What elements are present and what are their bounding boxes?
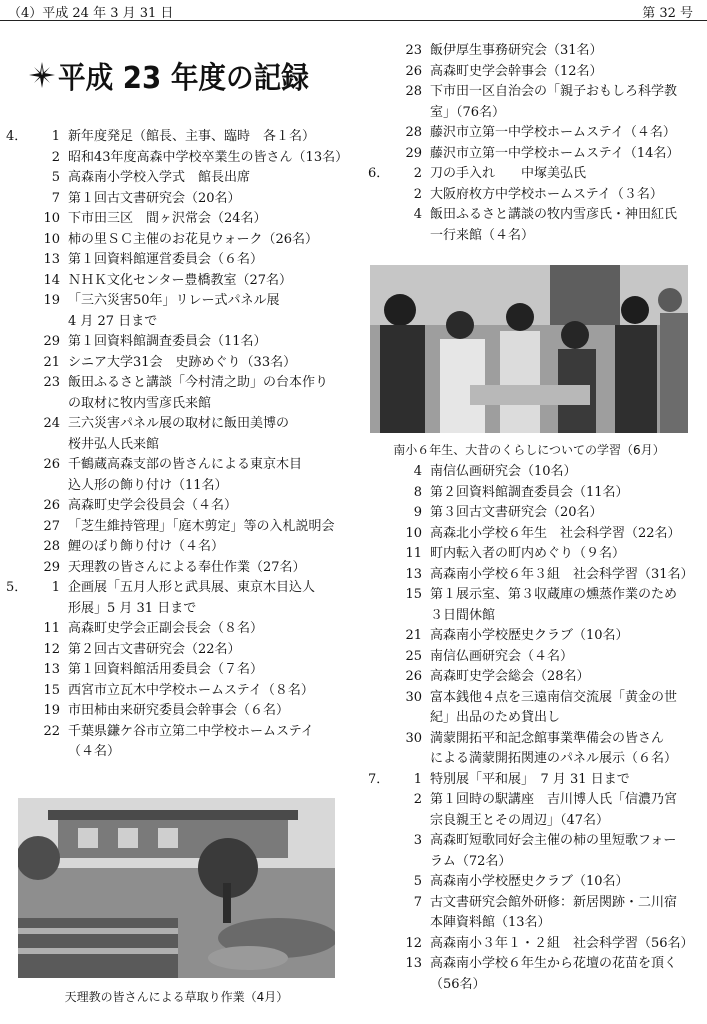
record-text-line: 4 月 27 日まで <box>68 313 158 329</box>
record-month <box>6 640 32 661</box>
record-text-line: 本陣資料館（13名） <box>430 915 551 930</box>
record-month <box>6 558 32 579</box>
record-text-line: 第１回資料館運営委員会（６名） <box>68 252 264 267</box>
record-text-line: 藤沢市立第一中学校ホームステイ（４名） <box>430 125 676 140</box>
record-month <box>368 647 394 668</box>
record-entry <box>368 144 704 165</box>
record-month <box>6 291 32 332</box>
record-text <box>430 205 704 246</box>
record-text-line: の取材に牧内雪彦氏来館 <box>68 395 212 411</box>
record-day: 13 <box>43 662 60 677</box>
record-entry <box>6 291 354 332</box>
record-text-line: による満蒙開拓関連のパネル展示（６名） <box>430 751 678 766</box>
record-text-line: 藤沢市立第一中学校ホームステイ（14名） <box>430 145 680 161</box>
record-text-line: 下市田一区自治会の「親子おもしろ科学教 <box>430 84 678 99</box>
record-text-line: 飯田ふるさと講談「今村清之助」の台本作り <box>68 375 329 390</box>
record-text-line: 市田柿由来研究委員会幹事会（６名） <box>68 703 290 718</box>
record-month <box>368 667 394 688</box>
record-text-line: 特別展「平和展」 7 月 31 日まで <box>430 771 630 787</box>
record-text-line: 第３回古文書研究会（20名） <box>430 505 603 520</box>
record-entry <box>368 893 704 934</box>
record-day: 25 <box>405 648 422 664</box>
record-text-line: 飯伊厚生事務研究会（31名） <box>430 43 603 58</box>
record-entry <box>6 414 354 455</box>
record-month <box>6 455 32 496</box>
record-day: 29 <box>43 559 60 575</box>
record-entry <box>368 185 704 206</box>
record-day: 2 <box>413 166 422 181</box>
record-text <box>430 503 704 524</box>
record-entry <box>368 790 704 831</box>
record-day: 9 <box>413 505 422 520</box>
record-text <box>430 770 704 791</box>
record-entry <box>368 667 704 688</box>
record-month <box>368 893 394 934</box>
record-text-line: 「三六災害50年」リレー式パネル展 <box>68 293 280 308</box>
record-day: 8 <box>413 484 422 500</box>
photo-classroom-caption: 南小６年生、大昔のくらしについての学習（6月） <box>393 443 665 457</box>
record-month <box>368 565 394 586</box>
record-text <box>68 619 354 640</box>
record-text-line: 込人形の飾り付け（11名） <box>68 477 228 493</box>
record-text-line: ラム（72名） <box>430 853 512 869</box>
record-month <box>368 626 394 647</box>
record-month <box>368 790 394 831</box>
record-day: 28 <box>405 125 422 140</box>
record-month <box>368 934 394 955</box>
record-entry <box>6 681 354 702</box>
record-month <box>368 41 394 62</box>
record-text <box>430 462 704 483</box>
record-text-line: 高森町史学会役員会（４名） <box>68 498 238 513</box>
record-entry <box>6 558 354 579</box>
record-text <box>68 250 354 271</box>
record-month <box>6 353 32 374</box>
record-day: 21 <box>405 628 422 643</box>
record-text-line: 天理教の皆さんによる奉仕作業（27名） <box>68 559 306 575</box>
record-text-line: 桜井弘人氏来館 <box>68 436 160 452</box>
record-day: 12 <box>405 935 422 951</box>
record-text-line: 高森南小学校６年生から花壇の花苗を頂く <box>430 956 678 971</box>
record-text-line: 大阪府枚方中学校ホームステイ（３名） <box>430 186 663 202</box>
record-day: 11 <box>405 546 422 561</box>
record-day: 2 <box>413 792 422 807</box>
record-text <box>68 558 354 579</box>
record-month <box>368 544 394 565</box>
photo-weeding-caption: 天理教の皆さんによる草取り作業（4月） <box>64 990 289 1004</box>
record-month <box>368 524 394 545</box>
record-text <box>68 127 354 148</box>
record-day: 2 <box>413 186 422 202</box>
record-text-line: ３日間休館 <box>430 607 496 623</box>
record-entry <box>368 729 704 770</box>
record-month: 7． <box>368 771 390 787</box>
record-entry <box>368 954 704 995</box>
record-entry <box>6 189 354 210</box>
record-entry <box>368 688 704 729</box>
record-entry <box>368 62 704 83</box>
record-entry <box>6 250 354 271</box>
record-month <box>368 144 394 165</box>
record-entry <box>368 934 704 955</box>
record-month <box>368 585 394 626</box>
record-text <box>68 722 354 763</box>
record-text <box>430 185 704 206</box>
record-entry <box>6 619 354 640</box>
record-text <box>430 585 704 626</box>
record-entry <box>368 585 704 626</box>
record-text <box>430 831 704 872</box>
record-entry <box>6 496 354 517</box>
record-entry <box>6 353 354 374</box>
record-day: 11 <box>43 621 60 636</box>
record-text-line: 高森南小３年１・２組 社会科学習（56名） <box>430 935 694 951</box>
left-column <box>6 127 354 763</box>
compass-star-icon <box>28 61 56 89</box>
record-text <box>430 688 704 729</box>
record-text <box>430 82 704 123</box>
record-text <box>68 640 354 661</box>
record-day: 29 <box>43 334 60 349</box>
record-day: 4 <box>413 464 422 479</box>
record-entry <box>368 770 704 791</box>
record-text-line: 高森南小学校入学式 館長出席 <box>68 170 251 185</box>
record-text <box>68 496 354 517</box>
record-text-line: 第１回時の駅講座 吉川博人氏「信濃乃宮 <box>430 792 678 807</box>
record-month: 4． <box>6 129 28 144</box>
record-day: 7 <box>413 894 422 910</box>
record-text <box>430 790 704 831</box>
record-text-line: 古文書研究会館外研修：新居関跡・二川宿 <box>430 894 678 910</box>
record-text <box>430 62 704 83</box>
record-day: 10 <box>405 525 422 541</box>
record-text-line: 高森南小学校６年３組 社会科学習（31名） <box>430 566 694 582</box>
record-text-line: （４名） <box>68 744 121 759</box>
record-text-line: 高森町史学会正副会長会（８名） <box>68 621 264 636</box>
record-month <box>368 872 394 893</box>
record-text <box>430 934 704 955</box>
record-text <box>68 701 354 722</box>
record-text <box>430 144 704 165</box>
record-month <box>368 62 394 83</box>
record-entry <box>6 148 354 169</box>
record-entry <box>6 660 354 681</box>
record-text-line: 飯田ふるさと講談の牧内雪彦氏・神田紅氏 <box>430 207 678 222</box>
photo-classroom <box>370 265 688 433</box>
record-entry <box>6 640 354 661</box>
record-day: 12 <box>43 641 60 657</box>
record-text <box>68 660 354 681</box>
record-day: 5 <box>51 170 60 185</box>
record-text-line: 「芝生維持管理」「庭木剪定」等の入札説明会 <box>68 518 335 534</box>
record-entry <box>368 41 704 62</box>
record-month <box>6 414 32 455</box>
record-text <box>430 729 704 770</box>
record-day: 27 <box>43 518 60 534</box>
record-text-line: 宗良親王とその周辺」（47名） <box>430 812 610 828</box>
record-text-line: 高森南小学校歴史クラブ（10名） <box>430 874 629 889</box>
record-text-line: 形展」5 月 31 日まで <box>68 600 197 616</box>
record-text-line: 昭和43年度高森中学校卒業生の皆さん（13名） <box>68 149 349 165</box>
record-text-line: 高森町短歌同好会主催の柿の里短歌フォー <box>430 833 677 848</box>
record-text-line: 第２回古文書研究会（22名） <box>68 641 241 657</box>
record-month <box>6 701 32 722</box>
record-month <box>6 168 32 189</box>
record-day: 19 <box>43 703 60 718</box>
record-text-line: 第１回資料館活用委員会（７名） <box>68 662 264 677</box>
record-month <box>6 660 32 681</box>
record-day: 13 <box>405 566 422 582</box>
record-entry <box>6 722 354 763</box>
record-day: 28 <box>43 539 60 554</box>
record-text <box>430 872 704 893</box>
record-text <box>68 455 354 496</box>
record-entry <box>368 164 704 185</box>
record-text-line: 紀」出品のため貸出し <box>430 710 561 725</box>
record-day: 21 <box>43 354 60 370</box>
record-day: 26 <box>43 457 60 472</box>
record-month <box>6 148 32 169</box>
record-month <box>368 185 394 206</box>
record-text <box>68 414 354 455</box>
record-month <box>6 230 32 251</box>
record-text-line: 柿の里ＳＣ主催のお花見ウォーク（26名） <box>68 231 319 247</box>
record-month <box>6 332 32 353</box>
record-text-line: 一行来館（４名） <box>430 227 535 243</box>
record-day: 15 <box>405 587 422 602</box>
record-text <box>430 123 704 144</box>
record-day: 3 <box>413 833 422 848</box>
record-text-line: 町内転入者の町内めぐり（９名） <box>430 546 626 561</box>
record-text <box>430 626 704 647</box>
record-entry <box>6 517 354 538</box>
record-day: 1 <box>51 580 60 595</box>
record-text <box>68 578 354 619</box>
record-day: 10 <box>43 211 60 226</box>
record-text <box>430 164 704 185</box>
record-day: 4 <box>413 207 422 222</box>
record-month <box>6 250 32 271</box>
record-text-line: 高森南小学校歴史クラブ（10名） <box>430 628 629 643</box>
record-month <box>368 503 394 524</box>
record-month <box>368 123 394 144</box>
record-text-line: ＮＨＫ文化センター豊橋教室（27名） <box>68 272 293 288</box>
record-day: 13 <box>405 956 422 971</box>
record-entry <box>6 455 354 496</box>
record-text-line: 室」（76名） <box>430 104 506 120</box>
record-day: 1 <box>413 771 422 787</box>
record-month <box>368 688 394 729</box>
record-text <box>430 954 704 995</box>
record-day: 15 <box>43 682 60 698</box>
record-day: 7 <box>51 190 60 206</box>
record-text-line: 第１回古文書研究会（20名） <box>68 190 241 206</box>
record-month <box>6 373 32 414</box>
record-month <box>6 189 32 210</box>
record-text-line: シニア大学31会 史跡めぐり（33名） <box>68 354 297 370</box>
record-entry <box>368 872 704 893</box>
right-column-bottom <box>368 462 704 995</box>
record-day: 26 <box>405 63 422 79</box>
record-day: 5 <box>413 874 422 889</box>
record-text <box>68 537 354 558</box>
record-text-line: （56名） <box>430 976 486 992</box>
record-month <box>368 954 394 995</box>
record-entry <box>6 701 354 722</box>
record-text-line: 三六災害パネル展の取材に飯田美博の <box>68 416 290 431</box>
record-month <box>6 537 32 558</box>
record-entry <box>368 503 704 524</box>
record-text <box>68 230 354 251</box>
record-entry <box>6 578 354 619</box>
page-title <box>28 55 331 95</box>
record-text-line: 千葉県鎌ケ谷市立第二中学校ホームステイ <box>68 723 314 739</box>
record-month <box>368 729 394 770</box>
record-month <box>6 209 32 230</box>
record-entry <box>368 483 704 504</box>
record-text-line: 刀の手入れ 中塚美弘氏 <box>430 166 587 181</box>
record-entry <box>6 209 354 230</box>
record-day: 30 <box>405 689 422 705</box>
record-day: 23 <box>43 375 60 390</box>
record-text-line: 第１展示室、第３収蔵庫の燻蒸作業のため <box>430 587 678 602</box>
record-month <box>368 205 394 246</box>
record-text <box>68 373 354 414</box>
record-month <box>6 271 32 292</box>
record-entry <box>368 565 704 586</box>
record-text <box>68 189 354 210</box>
record-entry <box>368 544 704 565</box>
record-day: 26 <box>43 498 60 513</box>
record-entry <box>368 123 704 144</box>
record-text-line: 企画展「五月人形と武具展、東京木目込人 <box>68 580 316 595</box>
record-text-line: 第１回資料館調査委員会（11名） <box>68 334 267 349</box>
record-text-line: 鯉のぼり飾り付け（４名） <box>68 539 225 554</box>
issue-date: （4）平成 24 年 3 月 31 日 <box>8 6 174 21</box>
record-entry <box>6 373 354 414</box>
record-text <box>68 148 354 169</box>
record-day: 28 <box>405 84 422 99</box>
record-entry <box>6 168 354 189</box>
record-text <box>430 893 704 934</box>
record-day: 19 <box>43 293 60 308</box>
record-entry <box>368 626 704 647</box>
page-header <box>0 0 707 22</box>
record-month: 6． <box>368 166 390 181</box>
record-text-line: 南信仏画研究会（４名） <box>430 648 574 664</box>
record-text-line: 第２回資料館調査委員会（11名） <box>430 484 629 500</box>
record-text <box>68 271 354 292</box>
record-month <box>6 517 32 538</box>
record-day: 26 <box>405 669 422 684</box>
record-text-line: 高森町史学会総会（28名） <box>430 669 590 684</box>
record-text-line: 高森町史学会幹事会（12名） <box>430 63 603 79</box>
record-text <box>68 681 354 702</box>
record-day: 1 <box>51 129 60 144</box>
record-day: 10 <box>43 231 60 247</box>
record-day: 13 <box>43 252 60 267</box>
record-day: 24 <box>43 416 60 431</box>
record-text <box>430 565 704 586</box>
record-text <box>430 41 704 62</box>
issue-number: 第 32 号 <box>642 6 693 21</box>
record-month: 5． <box>6 580 28 595</box>
record-entry <box>6 332 354 353</box>
record-month <box>6 681 32 702</box>
record-entry <box>368 831 704 872</box>
record-day: 23 <box>405 43 422 58</box>
record-month <box>6 619 32 640</box>
record-text <box>430 647 704 668</box>
record-text <box>430 544 704 565</box>
title-text: 平成 23 年度の記録 <box>58 61 309 96</box>
record-text <box>68 517 354 538</box>
record-text <box>430 483 704 504</box>
record-entry <box>6 271 354 292</box>
record-text <box>68 353 354 374</box>
record-text <box>68 291 354 332</box>
record-entry <box>6 127 354 148</box>
record-month <box>6 722 32 763</box>
photo-weeding <box>18 798 335 978</box>
record-text-line: 満蒙開拓平和記念館事業準備会の皆さん <box>430 730 665 746</box>
record-text-line: 南信仏画研究会（10名） <box>430 464 577 479</box>
record-day: 14 <box>43 272 60 288</box>
record-day: 29 <box>405 145 422 161</box>
record-month <box>368 483 394 504</box>
record-entry <box>368 205 704 246</box>
record-entry <box>368 82 704 123</box>
record-day: 30 <box>405 730 422 746</box>
record-text <box>430 667 704 688</box>
record-text-line: 新年度発足（館長、主事、臨時 各１名） <box>68 129 316 144</box>
record-month <box>368 462 394 483</box>
record-day: 22 <box>43 723 60 739</box>
record-text-line: 高森北小学校６年生 社会科学習（22名） <box>430 525 681 541</box>
record-text <box>68 332 354 353</box>
right-column-top <box>368 41 704 246</box>
record-month <box>368 82 394 123</box>
record-entry <box>6 537 354 558</box>
record-text-line: 千鶴蔵高森支部の皆さんによる東京木目 <box>68 457 303 472</box>
record-entry <box>368 524 704 545</box>
record-entry <box>6 230 354 251</box>
record-text <box>68 168 354 189</box>
record-entry <box>368 647 704 668</box>
record-day: 2 <box>51 149 60 165</box>
record-text <box>68 209 354 230</box>
header-rule <box>0 20 707 21</box>
record-text-line: 富本銭他４点を三遠南信交流展「黄金の世 <box>430 689 678 705</box>
record-text-line: 下市田三区 間ヶ沢常会（24名） <box>68 211 267 226</box>
record-entry <box>368 462 704 483</box>
record-month <box>368 831 394 872</box>
record-text-line: 西宮市立瓦木中学校ホームステイ（８名） <box>68 682 314 698</box>
record-text <box>430 524 704 545</box>
record-month <box>6 496 32 517</box>
